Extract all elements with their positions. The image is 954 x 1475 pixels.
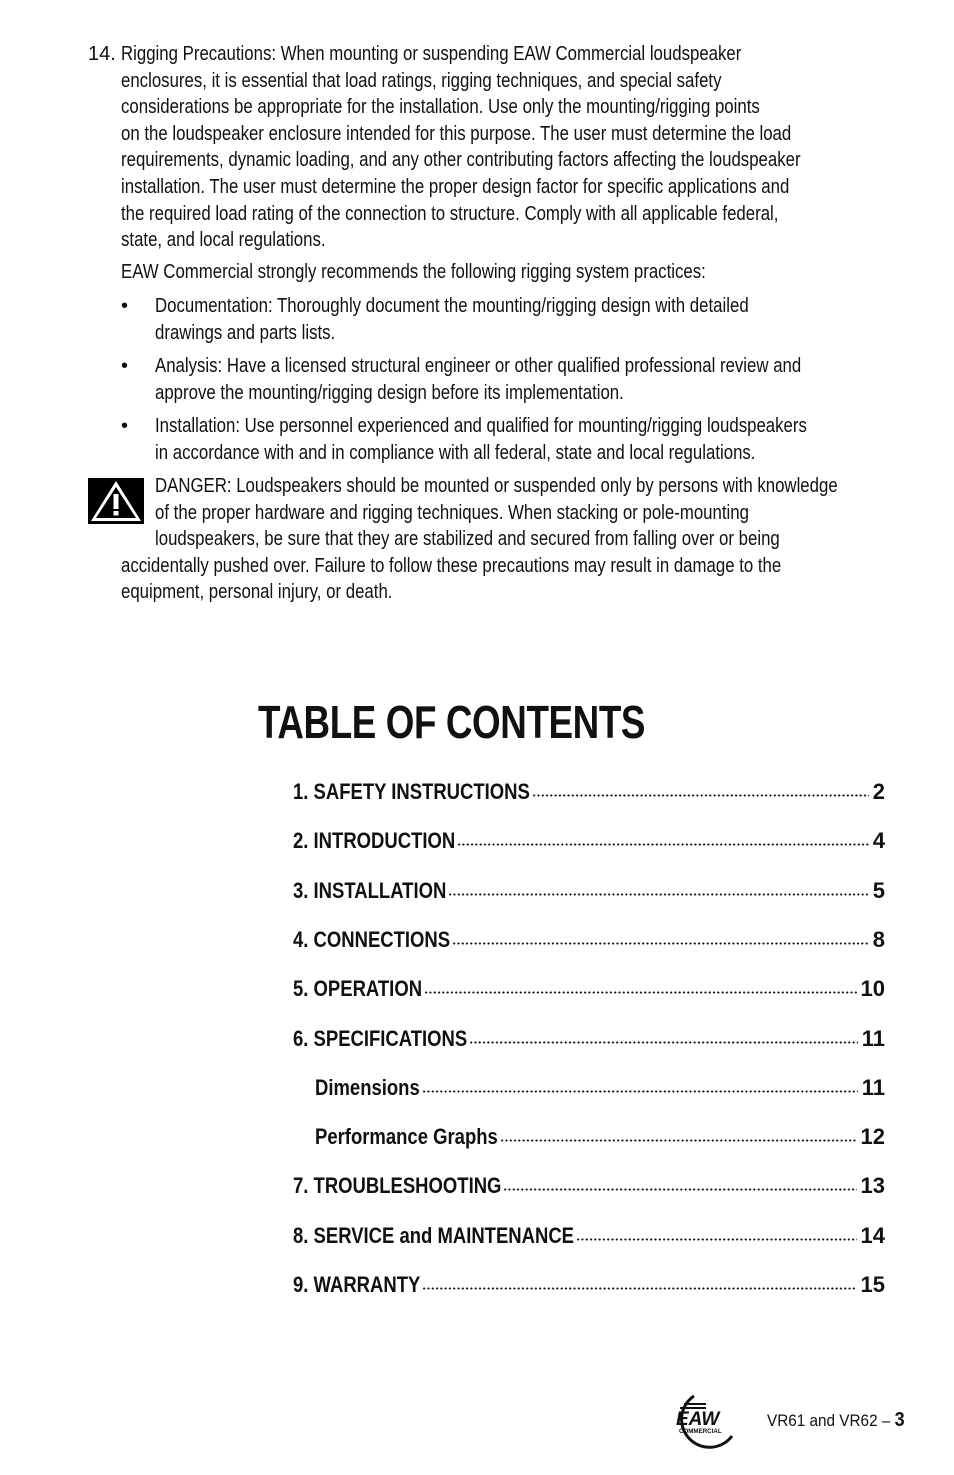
- toc-title-text: TABLE OF CONTENTS: [258, 696, 646, 748]
- toc-entry-label: Dimensions: [315, 1074, 420, 1100]
- recommend-line: [121, 259, 817, 285]
- toc-entry-label: 4. CONNECTIONS: [293, 926, 451, 952]
- bullet-line: [155, 440, 870, 466]
- bullet-line-text: Installation: Use personnel experienced and qualified for mounting/rigging loudspeakers: [155, 415, 807, 437]
- footer-page-number: 3: [894, 1409, 905, 1431]
- toc-entry[interactable]: [293, 1172, 885, 1200]
- toc-leader-dots: [448, 893, 868, 896]
- bullet-line: [155, 320, 370, 346]
- danger-line-text: accidentally pushed over. Failure to follow these precautions may result in damage to the: [121, 554, 782, 577]
- bullet-line-text: Analysis: Have a licensed structural engineer or other qualified professional review and: [155, 355, 802, 377]
- toc-entry-page: 4: [872, 828, 885, 854]
- toc-entry-label: 9. WARRANTY: [293, 1272, 421, 1297]
- toc-title: [258, 694, 742, 750]
- logo-word: EAW: [676, 1409, 720, 1430]
- toc-entry[interactable]: [293, 1271, 885, 1299]
- toc-entry[interactable]: [293, 926, 885, 954]
- toc-entry[interactable]: [293, 1074, 885, 1102]
- toc-entry-page: 5: [872, 877, 885, 903]
- warning-triangle-icon: [88, 478, 144, 524]
- toc-entry[interactable]: [293, 778, 885, 806]
- toc-entry[interactable]: [293, 1025, 885, 1053]
- toc-leader-dots: [422, 1090, 858, 1093]
- bullet-line-text: drawings and parts lists.: [155, 321, 336, 344]
- item-number: 14.: [88, 43, 116, 65]
- rigging-line-text: installation. The user must determine the proper design factor for specific applications and: [121, 176, 790, 198]
- toc-leader-dots: [452, 942, 869, 945]
- danger-line-text: of the proper hardware and rigging techniques. When stacking or pole-mounting: [155, 501, 749, 524]
- rigging-line: [121, 201, 904, 227]
- rigging-line: [121, 121, 919, 147]
- toc-entry[interactable]: [293, 1123, 885, 1151]
- toc-entry-page: 11: [861, 1074, 885, 1100]
- toc-leader-dots: [457, 843, 869, 846]
- rigging-line: [121, 41, 860, 67]
- rigging-line-text: Rigging Precautions: When mounting or suspending EAW Commercial loudspeaker: [121, 43, 742, 65]
- toc-entry[interactable]: [293, 827, 885, 855]
- rigging-line: [121, 94, 881, 120]
- toc-entry-label: Performance Graphs: [315, 1124, 498, 1150]
- toc-entry[interactable]: [293, 877, 885, 905]
- toc-entry[interactable]: [293, 1222, 885, 1250]
- bullet-glyph: •: [121, 295, 129, 317]
- bullet-glyph: •: [121, 355, 129, 377]
- bullet-line-text: in accordance with and in compliance with all federal, state and local regulations.: [155, 441, 756, 464]
- toc-leader-dots: [469, 1041, 858, 1044]
- toc-leader-dots: [424, 991, 856, 994]
- danger-line: [121, 579, 444, 605]
- danger-line: [155, 500, 862, 526]
- toc-leader-dots: [422, 1287, 856, 1290]
- bullet-line: [155, 293, 862, 319]
- rigging-line: [121, 227, 365, 253]
- toc-entry-label: 3. INSTALLATION: [293, 877, 447, 903]
- bullet-line: [155, 413, 931, 439]
- rigging-line-text: on the loudspeaker enclosure intended for this purpose. The user must determine the load: [121, 122, 792, 145]
- toc-entry-page: 2: [872, 779, 885, 804]
- bullet-line-text: Documentation: Thoroughly document the mounting/rigging design with detailed: [155, 295, 749, 317]
- toc-entry-page: 8: [872, 926, 885, 952]
- page-footer: [767, 1408, 920, 1433]
- rigging-line-text: requirements, dynamic loading, and any other contributing factors affecting the loudspeaker: [121, 149, 801, 172]
- toc-leader-dots: [500, 1139, 857, 1142]
- toc-entry-label: 7. TROUBLESHOOTING: [293, 1173, 502, 1199]
- danger-line-text: DANGER: Loudspeakers should be mounted or suspended only by persons with knowledge: [155, 475, 838, 497]
- danger-line-text: equipment, personal injury, or death.: [121, 581, 393, 604]
- toc-entry-label: 1. SAFETY INSTRUCTIONS: [293, 779, 530, 804]
- rigging-line: [121, 174, 917, 200]
- toc-entry-page: 15: [860, 1272, 885, 1297]
- toc-entry-label: 2. INTRODUCTION: [293, 828, 456, 854]
- toc-entry-label: 6. SPECIFICATIONS: [293, 1025, 468, 1051]
- recommend-text: EAW Commercial strongly recommends the following rigging system practices:: [121, 261, 706, 283]
- rigging-line: [121, 68, 836, 94]
- bullet-line: [155, 353, 924, 379]
- bullet-glyph: •: [121, 415, 129, 437]
- danger-line: [121, 553, 907, 579]
- rigging-line-text: enclosures, it is essential that load ratings, rigging techniques, and special safety: [121, 69, 722, 92]
- rigging-line-text: considerations be appropriate for the installation. Use only the mounting/rigging points: [121, 96, 760, 119]
- toc-entry-page: 13: [860, 1173, 885, 1199]
- rigging-line: [121, 147, 930, 173]
- toc-entry-page: 14: [860, 1222, 885, 1248]
- danger-line-text: loudspeakers, be sure that they are stabilized and secured from falling over or being: [155, 528, 780, 551]
- toc-entry-page: 10: [860, 976, 885, 1002]
- rigging-line-text: the required load rating of the connection to structure. Comply with all applicable federal,: [121, 202, 779, 225]
- rigging-line-text: state, and local regulations.: [121, 229, 326, 252]
- toc-entry[interactable]: [293, 975, 885, 1003]
- eaw-logo: [672, 1390, 744, 1450]
- bullet-line: [155, 380, 713, 406]
- footer-model: VR61 and VR62 –: [767, 1411, 891, 1430]
- toc-leader-dots: [532, 794, 869, 797]
- toc-leader-dots: [503, 1188, 856, 1191]
- toc-entry-label: 5. OPERATION: [293, 976, 423, 1002]
- danger-line: [155, 526, 899, 552]
- toc-entry-label: 8. SERVICE and MAINTENANCE: [293, 1222, 575, 1248]
- bullet-line-text: approve the mounting/rigging design before its implementation.: [155, 381, 624, 404]
- toc-entry-page: 11: [861, 1025, 885, 1051]
- toc-leader-dots: [576, 1238, 856, 1241]
- danger-line: [155, 473, 954, 499]
- logo-sub: COMMERCIAL: [679, 1428, 722, 1435]
- toc-entry-page: 12: [860, 1124, 885, 1150]
